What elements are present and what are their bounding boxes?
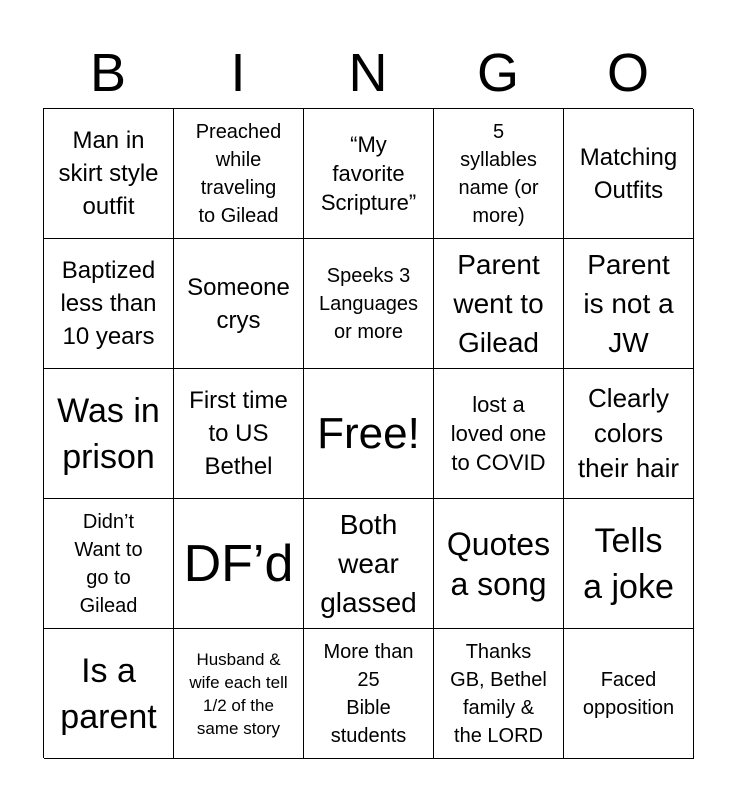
cell-text: Tells a joke [583,521,674,606]
cell-text: Speeks 3 Languages or more [319,264,418,343]
bingo-cell[interactable] [174,629,304,759]
bingo-cell[interactable] [564,369,694,499]
cell-text: “My favorite Scripture” [320,132,417,215]
bingo-cell[interactable] [174,499,304,629]
cell-text: Thanks GB, Bethel family & the LORD [450,640,547,747]
cell-text: Preached while traveling to Gilead [195,120,282,227]
cell-text: More than 25 Bible students [323,640,414,747]
free-space[interactable] [304,369,434,499]
bingo-cell[interactable] [44,499,174,629]
cell-text: Quotes a song [446,525,551,602]
cell-text: Someone crys [187,273,290,334]
bingo-cell[interactable] [564,109,694,239]
bingo-cell[interactable] [434,369,564,499]
cell-text: Didn’t Want to go to Gilead [74,510,143,617]
cell-text: Man in skirt style outfit [58,127,159,220]
cell-text: Is a parent [60,651,157,736]
header-letter-i: I [230,43,246,103]
bingo-cell[interactable] [564,499,694,629]
cell-text: DF’d [183,534,294,593]
cell-text: Was in prison [57,391,160,476]
cell-text: Both wear glassed [320,509,417,618]
cell-text: Husband & wife each tell 1/2 of the same story [189,649,288,738]
bingo-cell[interactable] [434,629,564,759]
bingo-cell[interactable] [44,369,174,499]
bingo-cell[interactable] [174,109,304,239]
cell-text: First time to US Bethel [189,387,288,480]
bingo-cell[interactable] [44,239,174,369]
cell-text: lost a loved one to COVID [450,392,547,475]
cell-text: Matching Outfits [579,143,678,204]
bingo-cell[interactable] [304,629,434,759]
bingo-cell[interactable] [174,239,304,369]
bingo-grid [43,108,693,758]
bingo-cell[interactable] [44,109,174,239]
bingo-cell[interactable] [174,369,304,499]
header-letter-g: G [476,43,519,103]
bingo-cell[interactable] [434,499,564,629]
bingo-cell[interactable] [434,109,564,239]
header-letter-b: B [89,43,127,103]
cell-text: Free! [317,408,420,458]
cell-text: Clearly colors their hair [577,383,680,483]
cell-text: Parent went to Gilead [453,249,544,358]
cell-text: 5 syllables name (or more) [458,120,539,227]
cell-text: Faced opposition [582,668,675,719]
bingo-cell[interactable] [434,239,564,369]
bingo-cell[interactable] [564,239,694,369]
bingo-cell[interactable] [304,499,434,629]
cell-text: Baptized less than 10 years [60,257,157,350]
header-letter-o: O [606,43,649,103]
bingo-cell[interactable] [564,629,694,759]
header-letter-n: N [348,43,388,103]
bingo-cell[interactable] [44,629,174,759]
bingo-header [43,38,693,108]
bingo-cell[interactable] [304,109,434,239]
bingo-cell[interactable] [304,239,434,369]
cell-text: Parent is not a JW [583,249,674,358]
